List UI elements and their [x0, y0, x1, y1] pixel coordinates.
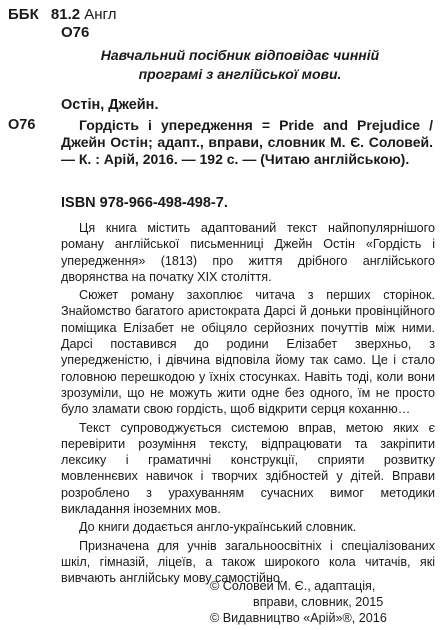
copyright-block — [210, 578, 440, 626]
bibliographic-entry: Гордість і упередження = Pride and Prejudice / Джейн Остін; адапт., вправи, словник М. Є. Соловей. — К. : Арій, 2016. — 192 с. — (Читаю англійською). — [61, 117, 433, 167]
abstract-paragraph: Текст супроводжується системою вправ, метою яких є перевірити розуміння тексту, відпрацювати та закріпити лексику і граматичні конструкції, сприяти розвитку мовленнєвих навичок і творчих здібностей у дітей. Вправи розроблено з урахуванням сучасних вимог методики викладання іноземних мов. — [61, 420, 435, 517]
abstract-paragraph: До книги додається англо-український словник. — [79, 520, 357, 535]
abstract-paragraph: Сюжет роману захоплює читача з перших сторінок. Знайомство багатого аристократа Дарсі й доньки провінційного поміщика Елізабет не обіцяло серйозних почуттів між ними. Дарсі поставився до родини Елізабет зверхньо, з упередженістю, і дівчина відповіла йому так само. Це і стало головною перешкодою у їхніх стосунках. Навіть тоді, коли вони зрозуміли, що не можуть жити одне без одного, їм не просто було зламати свою гордість, щоб відкрити серця коханню… — [61, 288, 435, 417]
author-heading: Остін, Джейн. — [61, 97, 159, 113]
curriculum-note: Навчальний посібник відповідає чинній програмі з англійської мови. — [100, 47, 380, 82]
abstract-paragraph: Призначена для учнів загальноосвітніх і спеціалізованих шкіл, гімназій, ліцеїв, а також широкого кола читачів, які вивчають англійську мову самостійно. — [61, 538, 435, 586]
entry-author-mark: О76 — [8, 117, 36, 133]
bbk-label: ББК — [8, 6, 39, 23]
abstract-paragraph: Ця книга містить адаптований текст найпопулярнішого роману англійської письменниці Джейн Остін «Гордість і упередження» (1813) про життя дрібного англійського дворянства на початку XIX століття. — [61, 221, 435, 284]
author-mark: О76 — [61, 24, 90, 41]
copyright-line: © Соловей М. Є., адаптація, — [210, 579, 376, 593]
copyright-line: вправи, словник, 2015 — [253, 595, 384, 609]
bbk-classification — [8, 6, 116, 23]
bbk-code: 81.2 — [50, 6, 81, 23]
bbk-language: Англ — [84, 6, 117, 23]
abstract — [61, 220, 435, 589]
isbn: ISBN 978-966-498-498-7. — [61, 195, 228, 211]
copyright-line: © Видавництво «Арій»®, 2016 — [210, 611, 387, 625]
